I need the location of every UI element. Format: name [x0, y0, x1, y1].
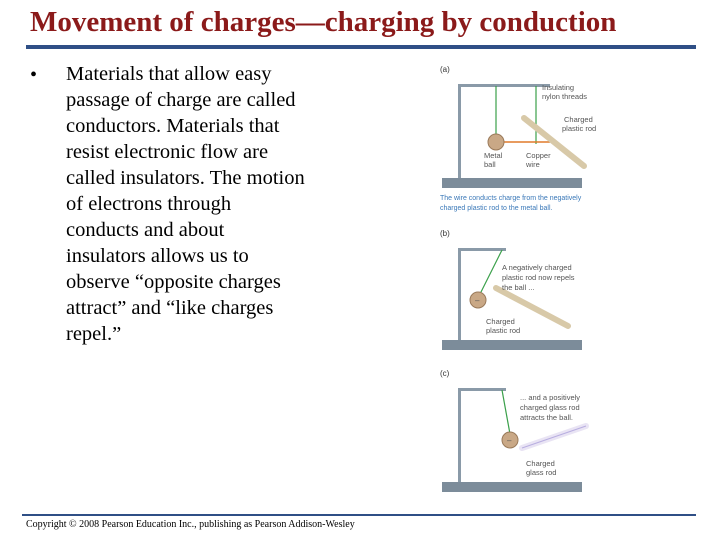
footer-divider: [22, 514, 696, 516]
label-insulating: Insulating: [542, 83, 575, 92]
caption-line: The wire conducts charge from the negatively: [440, 195, 582, 202]
label-wire: wire: [526, 160, 540, 169]
label-charged: Charged: [564, 115, 593, 124]
stand-post: [458, 86, 461, 182]
nylon-thread: [502, 390, 510, 434]
negative-charge-icon: –: [475, 296, 480, 305]
label-charged: Charged: [526, 459, 555, 468]
body-text: Materials that allow easy passage of charge are called conductors. Materials that resist electronic flow are called insulators. The motion of electrons through conducts and about insulators allows us to observe “opposite charges attract” and “like charges repel.”: [66, 63, 305, 345]
label-plastic-rod: plastic rod: [562, 124, 597, 133]
negative-charge-icon: –: [507, 436, 512, 445]
title-divider: [26, 45, 696, 49]
copyright-footer: Copyright © 2008 Pearson Education Inc., publishing as Pearson Addison-Wesley: [26, 519, 355, 530]
label-text: plastic rod now repels: [502, 273, 575, 282]
stand-arm: [458, 388, 506, 391]
slide-title: Movement of charges—charging by conduction: [30, 6, 617, 38]
label-ball: ball: [484, 160, 496, 169]
label-charged: Charged: [486, 317, 515, 326]
conduction-setup-diagram: [438, 60, 610, 220]
glass-rod-outline: [522, 426, 586, 448]
panel-tag: (c): [440, 369, 450, 378]
stand-base: [442, 178, 582, 188]
metal-ball: [488, 134, 504, 150]
stand-base: [442, 340, 582, 350]
label-glass-rod: glass rod: [526, 468, 557, 477]
stand-base: [442, 482, 582, 492]
label-copper: Copper: [526, 151, 551, 160]
label-text: A negatively charged: [502, 263, 572, 272]
attraction-diagram: [438, 364, 610, 496]
panel-tag: (b): [440, 229, 450, 238]
caption-line: charged plastic rod to the metal ball.: [440, 205, 553, 212]
label-text: the ball ...: [502, 283, 535, 292]
figure-panel-c: [438, 364, 610, 496]
stand-post: [458, 390, 461, 486]
label-text: charged glass rod: [520, 403, 580, 412]
label-nylon-threads: nylon threads: [542, 92, 588, 101]
figure-panel-b: [438, 224, 610, 356]
figure-panel-a: [438, 60, 610, 220]
label-metal: Metal: [484, 151, 503, 160]
stand-arm: [458, 248, 506, 251]
bullet-marker: •: [30, 64, 38, 86]
label-plastic-rod: plastic rod: [486, 326, 521, 335]
stand-post: [458, 250, 461, 344]
label-text: ... and a positively: [520, 393, 581, 402]
label-text: attracts the ball.: [520, 413, 573, 422]
panel-tag: (a): [440, 65, 450, 74]
repulsion-diagram: [438, 224, 610, 356]
